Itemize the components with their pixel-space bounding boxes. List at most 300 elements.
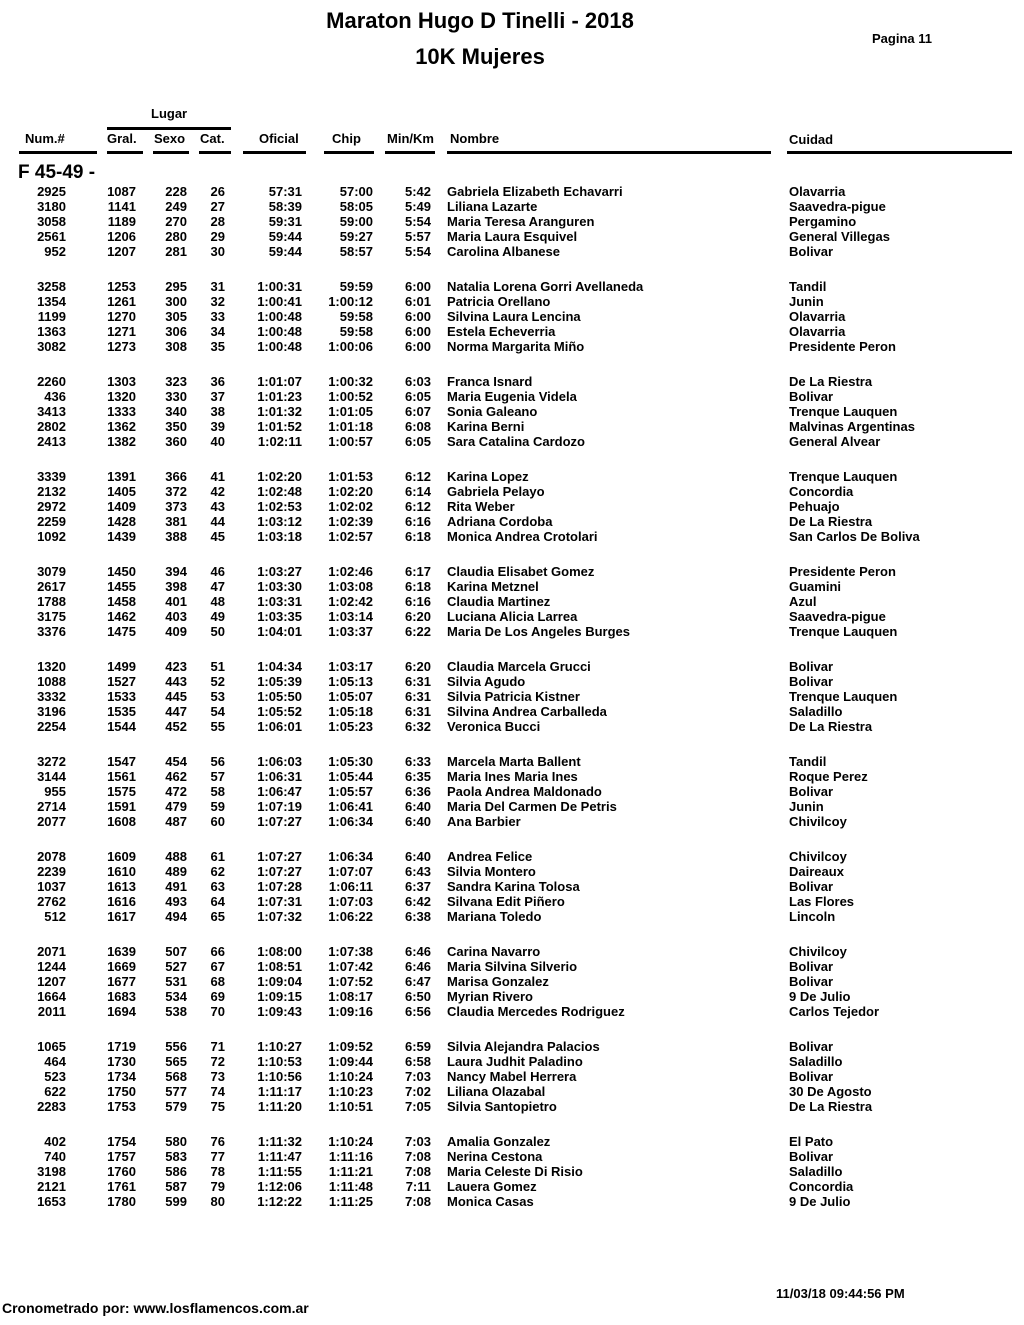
place-category: 33 [210, 309, 225, 324]
runner-name: Karina Lopez [447, 469, 529, 484]
official-time: 1:11:17 [257, 1084, 302, 1099]
place-overall: 1761 [107, 1179, 136, 1194]
bib-number: 1320 [37, 659, 66, 674]
runner-name: Natalia Lorena Gorri Avellaneda [447, 279, 644, 294]
table-row [0, 294, 1024, 309]
place-category: 78 [210, 1164, 225, 1179]
place-overall: 1694 [107, 1004, 136, 1019]
bib-number: 1092 [37, 529, 66, 544]
runner-name: Maria Eugenia Videla [447, 389, 577, 404]
place-gender: 472 [165, 784, 187, 799]
runner-city: Bolivar [789, 244, 834, 259]
table-row [0, 1164, 1024, 1179]
runner-name: Claudia Martinez [447, 594, 551, 609]
place-gender: 538 [165, 1004, 187, 1019]
chip-time: 1:05:30 [328, 754, 373, 769]
bib-number: 2121 [37, 1179, 66, 1194]
chip-time: 1:03:14 [328, 609, 373, 624]
place-gender: 409 [165, 624, 187, 639]
runner-name: Patricia Orellano [447, 294, 551, 309]
place-category: 27 [210, 199, 225, 214]
runner-city: Olavarria [789, 309, 846, 324]
table-row [0, 674, 1024, 689]
place-overall: 1639 [107, 944, 136, 959]
table-row [0, 484, 1024, 499]
runner-name: Silvia Santopietro [447, 1099, 557, 1114]
chip-time: 1:07:03 [328, 894, 373, 909]
runner-city: Pergamino [789, 214, 857, 229]
official-time: 1:07:31 [257, 894, 302, 909]
place-overall: 1303 [107, 374, 136, 389]
chip-time: 1:06:34 [328, 849, 373, 864]
place-category: 46 [210, 564, 225, 579]
pace: 6:01 [404, 294, 431, 309]
runner-city: General Villegas [789, 229, 890, 244]
pace: 5:42 [404, 184, 431, 199]
chip-time: 1:06:22 [328, 909, 373, 924]
table-row [0, 529, 1024, 544]
place-category: 51 [210, 659, 225, 674]
official-time: 1:02:20 [257, 469, 302, 484]
runner-city: Junin [789, 799, 824, 814]
bib-number: 3332 [37, 689, 66, 704]
chip-time: 57:00 [339, 184, 373, 199]
official-time: 1:10:56 [257, 1069, 302, 1084]
place-gender: 583 [165, 1149, 187, 1164]
runner-city: Concordia [789, 1179, 854, 1194]
chip-time: 1:01:05 [328, 404, 373, 419]
place-category: 68 [210, 974, 225, 989]
runner-name: Maria Laura Esquivel [447, 229, 578, 244]
place-overall: 1730 [107, 1054, 136, 1069]
place-gender: 577 [165, 1084, 187, 1099]
pace: 6:20 [404, 609, 431, 624]
place-gender: 443 [165, 674, 187, 689]
official-time: 1:05:39 [257, 674, 302, 689]
place-overall: 1455 [107, 579, 136, 594]
official-time: 1:11:47 [257, 1149, 302, 1164]
runner-name: Karina Metznel [447, 579, 539, 594]
runner-name: Silvia Patricia Kistner [447, 689, 580, 704]
table-row [0, 1194, 1024, 1209]
place-category: 37 [210, 389, 225, 404]
runner-name: Rita Weber [447, 499, 515, 514]
pace: 6:59 [404, 1039, 431, 1054]
runner-city: Tandil [789, 754, 827, 769]
place-category: 42 [210, 484, 225, 499]
place-gender: 462 [165, 769, 187, 784]
place-category: 54 [210, 704, 225, 719]
bib-number: 2972 [37, 499, 66, 514]
official-time: 1:04:01 [257, 624, 302, 639]
print-timestamp: 11/03/18 09:44:56 PM [776, 1286, 905, 1301]
place-gender: 452 [165, 719, 187, 734]
official-time: 1:00:48 [257, 339, 302, 354]
place-category: 60 [210, 814, 225, 829]
bib-number: 2260 [37, 374, 66, 389]
table-row [0, 1069, 1024, 1084]
place-overall: 1499 [107, 659, 136, 674]
bib-number: 2077 [37, 814, 66, 829]
runner-name: Maria De Los Angeles Burges [447, 624, 631, 639]
table-row [0, 1099, 1024, 1114]
official-time: 1:04:34 [257, 659, 302, 674]
runner-name: Estela Echeverria [447, 324, 556, 339]
place-gender: 445 [165, 689, 187, 704]
place-category: 47 [210, 579, 225, 594]
chip-time: 1:05:23 [328, 719, 373, 734]
runner-name: Carolina Albanese [447, 244, 560, 259]
place-category: 34 [210, 324, 225, 339]
pace: 5:54 [404, 244, 431, 259]
bib-number: 622 [44, 1084, 66, 1099]
runner-name: Claudia Mercedes Rodriguez [447, 1004, 625, 1019]
place-category: 52 [210, 674, 225, 689]
official-time: 1:09:43 [257, 1004, 302, 1019]
chip-time: 1:00:32 [328, 374, 373, 389]
place-overall: 1608 [107, 814, 136, 829]
lugar-rule [107, 127, 231, 130]
place-category: 75 [210, 1099, 225, 1114]
place-category: 26 [210, 184, 225, 199]
runner-city: Saladillo [789, 704, 843, 719]
bib-number: 2254 [37, 719, 66, 734]
place-gender: 599 [165, 1194, 187, 1209]
table-row [0, 1134, 1024, 1149]
place-gender: 306 [165, 324, 187, 339]
place-overall: 1750 [107, 1084, 136, 1099]
bib-number: 3196 [37, 704, 66, 719]
bib-number: 3413 [37, 404, 66, 419]
runner-city: Olavarria [789, 184, 846, 199]
place-gender: 507 [165, 944, 187, 959]
bib-number: 2925 [37, 184, 66, 199]
bib-number: 2561 [37, 229, 66, 244]
pace: 6:14 [404, 484, 431, 499]
place-category: 76 [210, 1134, 225, 1149]
runner-city: Pehuajo [789, 499, 840, 514]
place-gender: 494 [165, 909, 187, 924]
table-row [0, 279, 1024, 294]
pace: 7:11 [405, 1179, 431, 1194]
place-gender: 534 [165, 989, 187, 1004]
table-row [0, 864, 1024, 879]
table-row [0, 579, 1024, 594]
pace: 6:00 [404, 309, 431, 324]
runner-name: Liliana Olazabal [447, 1084, 546, 1099]
chip-time: 1:02:39 [328, 514, 373, 529]
place-overall: 1087 [107, 184, 136, 199]
place-gender: 487 [165, 814, 187, 829]
bib-number: 2259 [37, 514, 66, 529]
table-row [0, 799, 1024, 814]
table-row [0, 609, 1024, 624]
official-time: 1:09:04 [257, 974, 302, 989]
place-category: 41 [210, 469, 225, 484]
chip-time: 1:00:12 [328, 294, 373, 309]
place-overall: 1527 [107, 674, 136, 689]
bib-number: 1664 [37, 989, 66, 1004]
place-category: 28 [210, 214, 225, 229]
place-category: 62 [210, 864, 225, 879]
place-category: 58 [210, 784, 225, 799]
chip-time: 1:11:48 [328, 1179, 373, 1194]
place-category: 73 [210, 1069, 225, 1084]
chip-time: 1:10:23 [328, 1084, 373, 1099]
runner-name: Marcela Marta Ballent [447, 754, 581, 769]
runner-city: Trenque Lauquen [789, 689, 898, 704]
runner-city: Bolivar [789, 659, 834, 674]
pace: 6:46 [404, 959, 431, 974]
place-gender: 295 [165, 279, 187, 294]
chip-time: 1:05:44 [328, 769, 373, 784]
pace: 6:22 [404, 624, 431, 639]
header-rule-chip [324, 151, 374, 154]
place-overall: 1683 [107, 989, 136, 1004]
chip-time: 59:59 [339, 279, 373, 294]
pace: 6:46 [404, 944, 431, 959]
runner-name: Claudia Elisabet Gomez [447, 564, 595, 579]
chip-time: 1:01:18 [328, 419, 373, 434]
official-time: 1:03:18 [257, 529, 302, 544]
chip-time: 1:06:11 [328, 879, 373, 894]
bib-number: 3180 [37, 199, 66, 214]
table-row [0, 689, 1024, 704]
chip-time: 1:09:16 [328, 1004, 373, 1019]
place-overall: 1439 [107, 529, 136, 544]
runner-city: Daireaux [789, 864, 844, 879]
place-overall: 1734 [107, 1069, 136, 1084]
place-category: 56 [210, 754, 225, 769]
chip-time: 1:01:53 [328, 469, 373, 484]
runner-name: Claudia Marcela Grucci [447, 659, 591, 674]
bib-number: 464 [44, 1054, 66, 1069]
place-category: 67 [210, 959, 225, 974]
table-row [0, 229, 1024, 244]
runner-name: Maria Celeste Di Risio [447, 1164, 583, 1179]
chip-time: 1:10:51 [328, 1099, 373, 1114]
chip-time: 59:58 [339, 309, 373, 324]
bib-number: 2078 [37, 849, 66, 864]
table-row [0, 374, 1024, 389]
chip-time: 1:02:02 [328, 499, 373, 514]
runner-city: Saladillo [789, 1164, 843, 1179]
timing-credit: Cronometrado por: www.losflamencos.com.ar [2, 1300, 309, 1316]
place-overall: 1533 [107, 689, 136, 704]
chip-time: 1:11:21 [328, 1164, 373, 1179]
bib-number: 512 [44, 909, 66, 924]
place-gender: 350 [165, 419, 187, 434]
place-category: 49 [210, 609, 225, 624]
official-time: 1:00:41 [257, 294, 302, 309]
header-rule-ciudad [787, 151, 1012, 154]
place-overall: 1333 [107, 404, 136, 419]
page-number: Pagina 11 [872, 31, 932, 46]
place-overall: 1561 [107, 769, 136, 784]
place-gender: 587 [165, 1179, 187, 1194]
runner-city: General Alvear [789, 434, 881, 449]
official-time: 1:01:52 [257, 419, 302, 434]
place-gender: 366 [165, 469, 187, 484]
table-row [0, 419, 1024, 434]
table-row [0, 894, 1024, 909]
pace: 7:02 [404, 1084, 431, 1099]
place-gender: 340 [165, 404, 187, 419]
runner-name: Maria Del Carmen De Petris [447, 799, 617, 814]
bib-number: 2011 [37, 1004, 66, 1019]
runner-city: Roque Perez [789, 769, 868, 784]
place-overall: 1207 [107, 244, 136, 259]
place-category: 80 [210, 1194, 225, 1209]
runner-name: Lauera Gomez [447, 1179, 537, 1194]
runner-name: Veronica Bucci [447, 719, 541, 734]
runner-name: Monica Andrea Crotolari [447, 529, 598, 544]
place-overall: 1677 [107, 974, 136, 989]
runner-name: Gabriela Elizabeth Echavarri [447, 184, 623, 199]
place-overall: 1458 [107, 594, 136, 609]
chip-time: 1:11:16 [328, 1149, 373, 1164]
runner-name: Gabriela Pelayo [447, 484, 545, 499]
place-overall: 1189 [107, 214, 136, 229]
table-row [0, 499, 1024, 514]
official-time: 1:10:53 [257, 1054, 302, 1069]
place-overall: 1141 [107, 199, 136, 214]
runner-city: Carlos Tejedor [789, 1004, 880, 1019]
place-gender: 398 [165, 579, 187, 594]
place-category: 43 [210, 499, 225, 514]
chip-time: 1:05:18 [328, 704, 373, 719]
pace: 6:35 [404, 769, 431, 784]
place-gender: 228 [165, 184, 187, 199]
runner-city: Saavedra-pigue [789, 199, 886, 214]
place-category: 57 [210, 769, 225, 784]
place-overall: 1535 [107, 704, 136, 719]
place-gender: 281 [165, 244, 187, 259]
runner-name: Amalia Gonzalez [447, 1134, 551, 1149]
bib-number: 1199 [37, 309, 66, 324]
official-time: 1:06:31 [257, 769, 302, 784]
place-overall: 1271 [107, 324, 136, 339]
pace: 6:31 [404, 704, 431, 719]
table-row [0, 184, 1024, 199]
header-rule-cat [199, 151, 231, 154]
official-time: 1:01:32 [257, 404, 302, 419]
bib-number: 1244 [37, 959, 66, 974]
official-time: 1:10:27 [257, 1039, 302, 1054]
runner-name: Paola Andrea Maldonado [447, 784, 602, 799]
runner-name: Nancy Mabel Herrera [447, 1069, 577, 1084]
chip-time: 1:03:17 [328, 659, 373, 674]
official-time: 59:44 [268, 244, 302, 259]
official-time: 1:08:00 [257, 944, 302, 959]
runner-name: Andrea Felice [447, 849, 533, 864]
bib-number: 1354 [37, 294, 66, 309]
chip-time: 1:03:37 [328, 624, 373, 639]
runner-name: Karina Berni [447, 419, 525, 434]
pace: 6:33 [404, 754, 431, 769]
table-row [0, 199, 1024, 214]
table-row [0, 909, 1024, 924]
official-time: 59:44 [268, 229, 302, 244]
bib-number: 3272 [37, 754, 66, 769]
official-time: 59:31 [268, 214, 302, 229]
official-time: 1:07:27 [257, 814, 302, 829]
official-time: 1:09:15 [257, 989, 302, 1004]
header-rule-min-km [385, 151, 435, 154]
official-time: 1:06:47 [257, 784, 302, 799]
official-time: 1:07:27 [257, 864, 302, 879]
runner-name: Silvia Alejandra Palacios [447, 1039, 600, 1054]
bib-number: 3198 [37, 1164, 66, 1179]
table-row [0, 434, 1024, 449]
place-gender: 300 [165, 294, 187, 309]
runner-city: Bolivar [789, 1039, 834, 1054]
table-row [0, 514, 1024, 529]
table-row [0, 244, 1024, 259]
place-category: 50 [210, 624, 225, 639]
table-row [0, 1054, 1024, 1069]
place-overall: 1382 [107, 434, 136, 449]
pace: 6:18 [404, 529, 431, 544]
place-category: 32 [210, 294, 225, 309]
place-overall: 1206 [107, 229, 136, 244]
header-min-km: Min/Km [387, 131, 434, 146]
table-row [0, 989, 1024, 1004]
runner-name: Sandra Karina Tolosa [447, 879, 580, 894]
place-overall: 1754 [107, 1134, 136, 1149]
runner-city: 9 De Julio [789, 989, 851, 1004]
place-overall: 1760 [107, 1164, 136, 1179]
bib-number: 1788 [37, 594, 66, 609]
place-category: 30 [210, 244, 225, 259]
pace: 6:40 [404, 814, 431, 829]
pace: 6:18 [404, 579, 431, 594]
pace: 6:40 [404, 849, 431, 864]
runner-city: Malvinas Argentinas [789, 419, 915, 434]
bib-number: 1065 [37, 1039, 66, 1054]
place-overall: 1616 [107, 894, 136, 909]
place-gender: 493 [165, 894, 187, 909]
runner-name: Monica Casas [447, 1194, 534, 1209]
pace: 7:08 [404, 1164, 431, 1179]
official-time: 1:12:22 [257, 1194, 302, 1209]
place-gender: 372 [165, 484, 187, 499]
place-category: 71 [210, 1039, 225, 1054]
place-category: 29 [210, 229, 225, 244]
header-rule-gral [107, 151, 143, 154]
bib-number: 2239 [37, 864, 66, 879]
place-overall: 1405 [107, 484, 136, 499]
bib-number: 3144 [37, 769, 66, 784]
chip-time: 1:09:44 [328, 1054, 373, 1069]
official-time: 1:06:01 [257, 719, 302, 734]
runner-city: Bolivar [789, 879, 834, 894]
chip-time: 1:10:24 [328, 1069, 373, 1084]
place-gender: 556 [165, 1039, 187, 1054]
table-row [0, 1179, 1024, 1194]
bib-number: 1037 [37, 879, 66, 894]
place-gender: 423 [165, 659, 187, 674]
pace: 6:31 [404, 689, 431, 704]
runner-city: Bolivar [789, 1149, 834, 1164]
place-category: 79 [210, 1179, 225, 1194]
runner-city: Olavarria [789, 324, 846, 339]
chip-time: 1:06:34 [328, 814, 373, 829]
runner-city: Chivilcoy [789, 944, 847, 959]
header-gral: Gral. [107, 131, 137, 146]
pace: 6:05 [404, 389, 431, 404]
bib-number: 3079 [37, 564, 66, 579]
